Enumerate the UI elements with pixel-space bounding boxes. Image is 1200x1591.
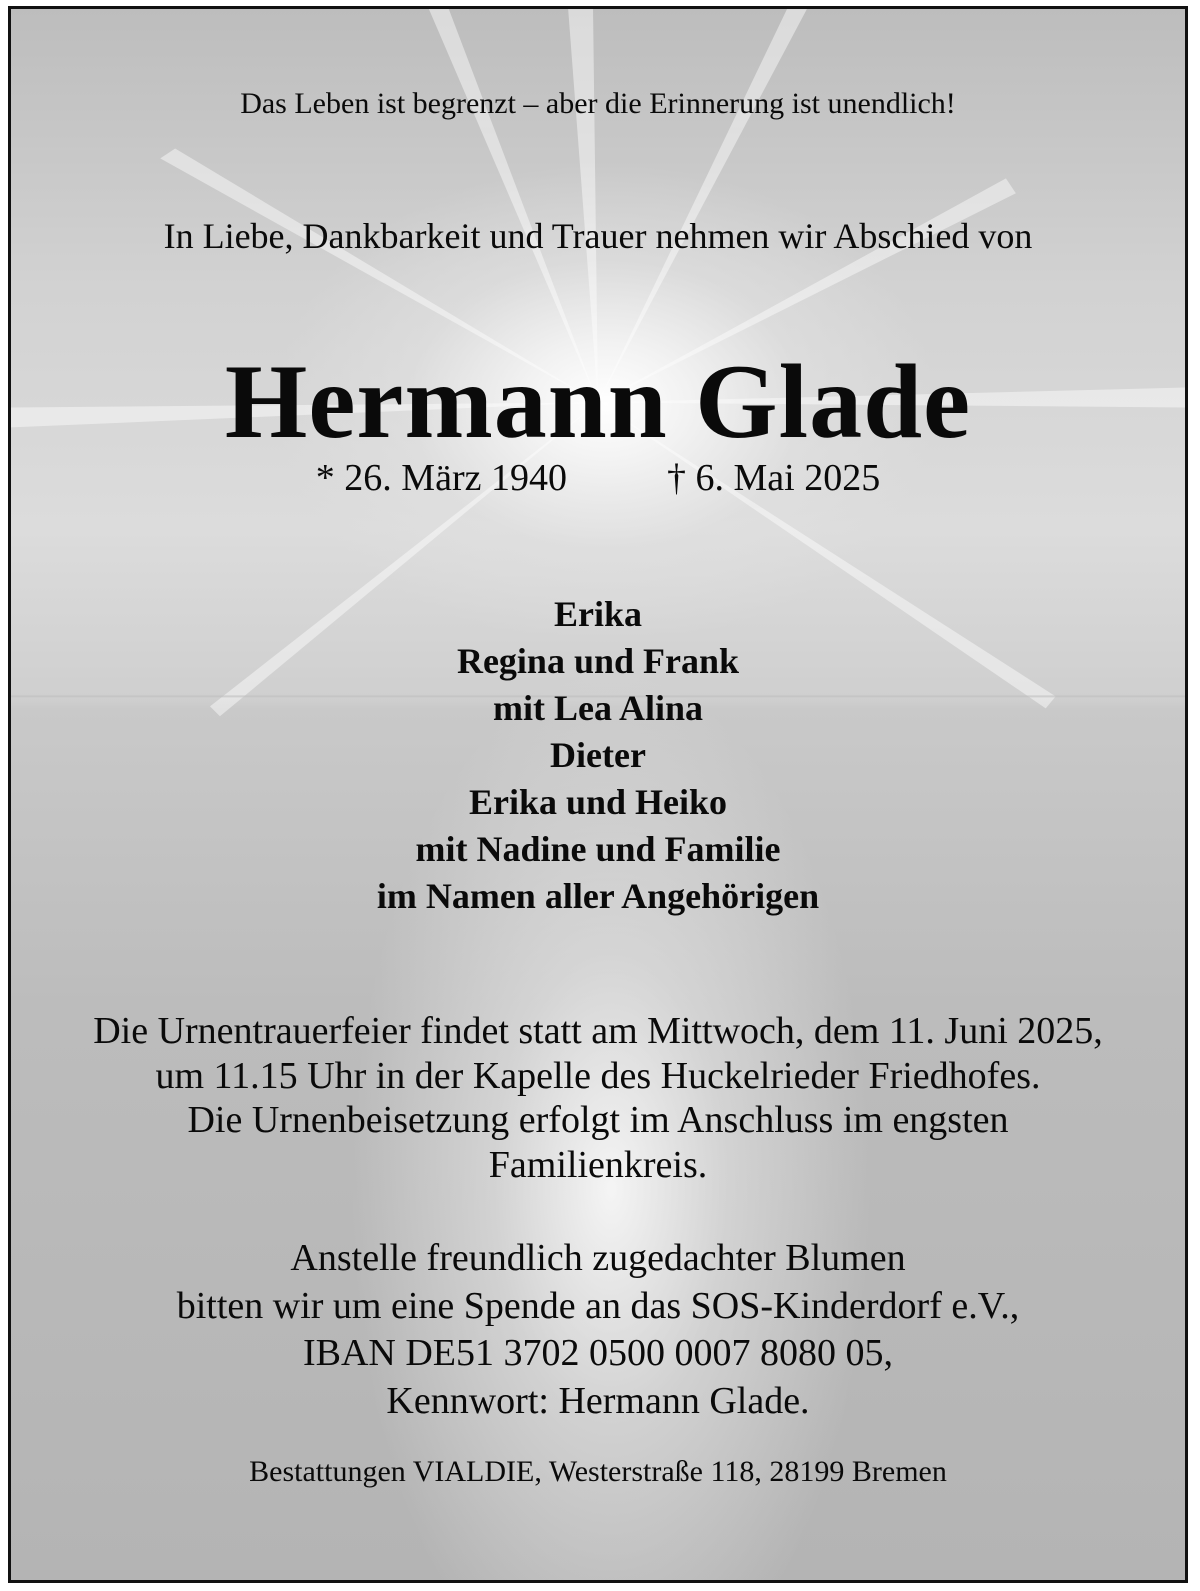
- obituary-notice: [8, 6, 1188, 1583]
- intro-text: In Liebe, Dankbarkeit und Trauer nehmen wir Abschied von: [163, 216, 1033, 256]
- undertaker-info: Bestattungen VIALDIE, Westerstraße 118, 28199 Bremen: [249, 1455, 947, 1488]
- mourner-line: Regina und Frank: [456, 641, 740, 681]
- donation-line: Anstelle freundlich zugedachter Blumen: [290, 1237, 906, 1279]
- life-dates: [11, 456, 1185, 500]
- ceremony-line: Die Urnentrauerfeier findet statt am Mittwoch, dem 11. Juni 2025,: [93, 1010, 1103, 1052]
- ceremony-line: Die Urnenbeisetzung erfolgt im Anschluss im engsten: [187, 1099, 1009, 1141]
- ceremony-line: Familienkreis.: [488, 1143, 708, 1186]
- motto-text: Das Leben ist begrenzt – aber die Erinnerung ist unendlich!: [240, 87, 956, 120]
- mourner-line: Erika und Heiko: [468, 782, 728, 822]
- mourner-line: im Namen aller Angehörigen: [376, 876, 820, 916]
- donation-line: Kennwort: Hermann Glade.: [386, 1379, 810, 1422]
- birth-date: * 26. März 1940: [315, 457, 567, 499]
- mourner-line: Dieter: [550, 735, 646, 775]
- donation-iban: IBAN DE51 3702 0500 0007 8080 05,: [302, 1332, 894, 1374]
- donation-line: bitten wir um eine Spende an das SOS-Kinderdorf e.V.,: [176, 1284, 1020, 1327]
- ceremony-info: [11, 1009, 1185, 1187]
- donation-info: [11, 1235, 1185, 1425]
- mourner-line: mit Lea Alina: [492, 688, 703, 728]
- deceased-name: Hermann Glade: [224, 343, 972, 460]
- death-date: † 6. Mai 2025: [666, 457, 881, 499]
- mourner-line: Erika: [553, 594, 642, 634]
- mourner-line: mit Nadine und Familie: [415, 829, 781, 869]
- ceremony-line: um 11.15 Uhr in der Kapelle des Huckelrieder Friedhofes.: [155, 1054, 1041, 1097]
- mourners-list: [11, 591, 1185, 920]
